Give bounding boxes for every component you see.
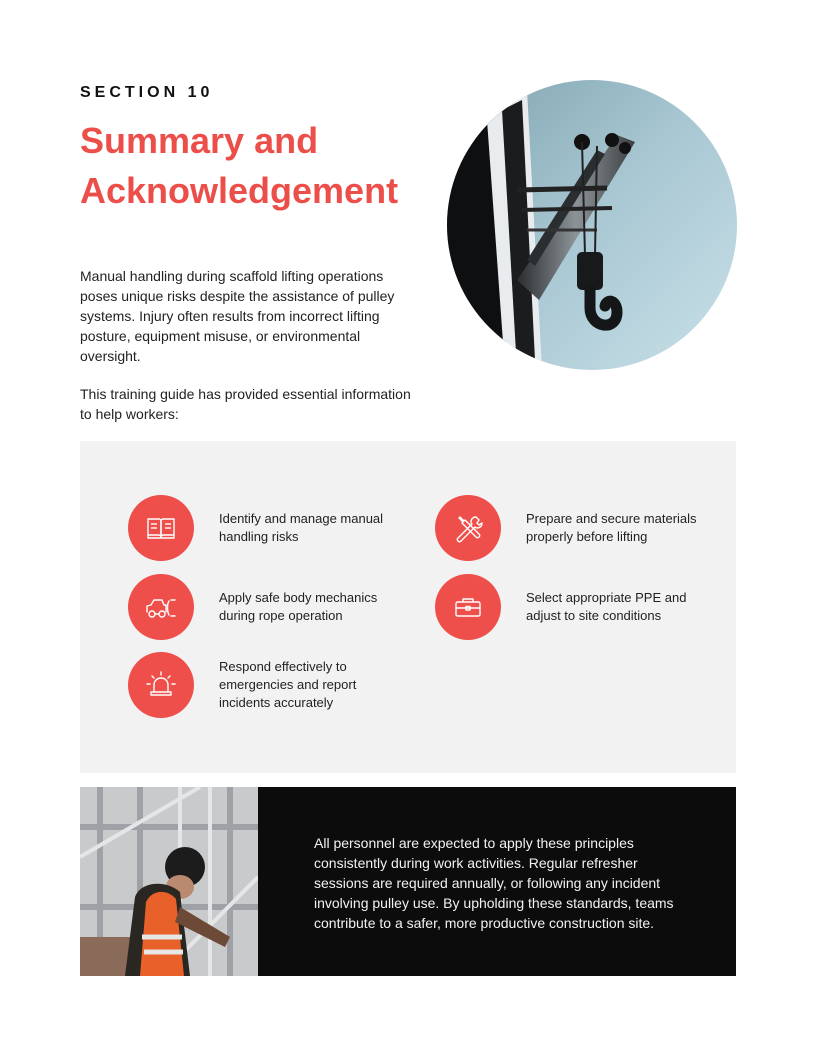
objective-item bbox=[128, 574, 428, 640]
tools-icon bbox=[435, 495, 501, 561]
intro-paragraph-2: This training guide has provided essential information to help workers: bbox=[80, 386, 411, 422]
objective-item bbox=[128, 652, 428, 718]
objective-label: Apply safe body mechanics during rope operation bbox=[219, 590, 378, 623]
intro-paragraph-1: Manual handling during scaffold lifting operations poses unique risks despite the assistance of pulley systems. Injury often results from incorrect lifting posture, equipment misuse, or environmental oversight. bbox=[80, 268, 395, 364]
objectives-panel bbox=[80, 441, 736, 773]
closing-statement-box bbox=[258, 787, 736, 976]
alarm-siren-icon bbox=[128, 652, 194, 718]
section-label: SECTION 10 bbox=[80, 84, 214, 101]
toolbox-icon bbox=[435, 574, 501, 640]
crane-hook-photo bbox=[447, 80, 737, 370]
objective-label: Select appropriate PPE and adjust to site conditions bbox=[526, 590, 687, 623]
forklift-icon bbox=[128, 574, 194, 640]
worker-photo bbox=[80, 787, 258, 976]
page-title: Summary and Acknowledgement bbox=[80, 120, 399, 211]
book-icon bbox=[128, 495, 194, 561]
closing-statement: All personnel are expected to apply these principles consistently during work activities. Regular refresher sessions are required annually, or following any incident involving pulley use. By upholding these standards, teams contribute to a safer, more productive construction site. bbox=[314, 835, 674, 931]
objective-item bbox=[128, 495, 428, 561]
objective-item bbox=[435, 574, 735, 640]
objective-label: Identify and manage manual handling risks bbox=[219, 511, 384, 544]
objective-item bbox=[435, 495, 735, 561]
intro-text bbox=[80, 266, 420, 442]
objective-label: Prepare and secure materials properly before lifting bbox=[526, 511, 697, 544]
objective-label: Respond effectively to emergencies and report incidents accurately bbox=[219, 659, 357, 710]
